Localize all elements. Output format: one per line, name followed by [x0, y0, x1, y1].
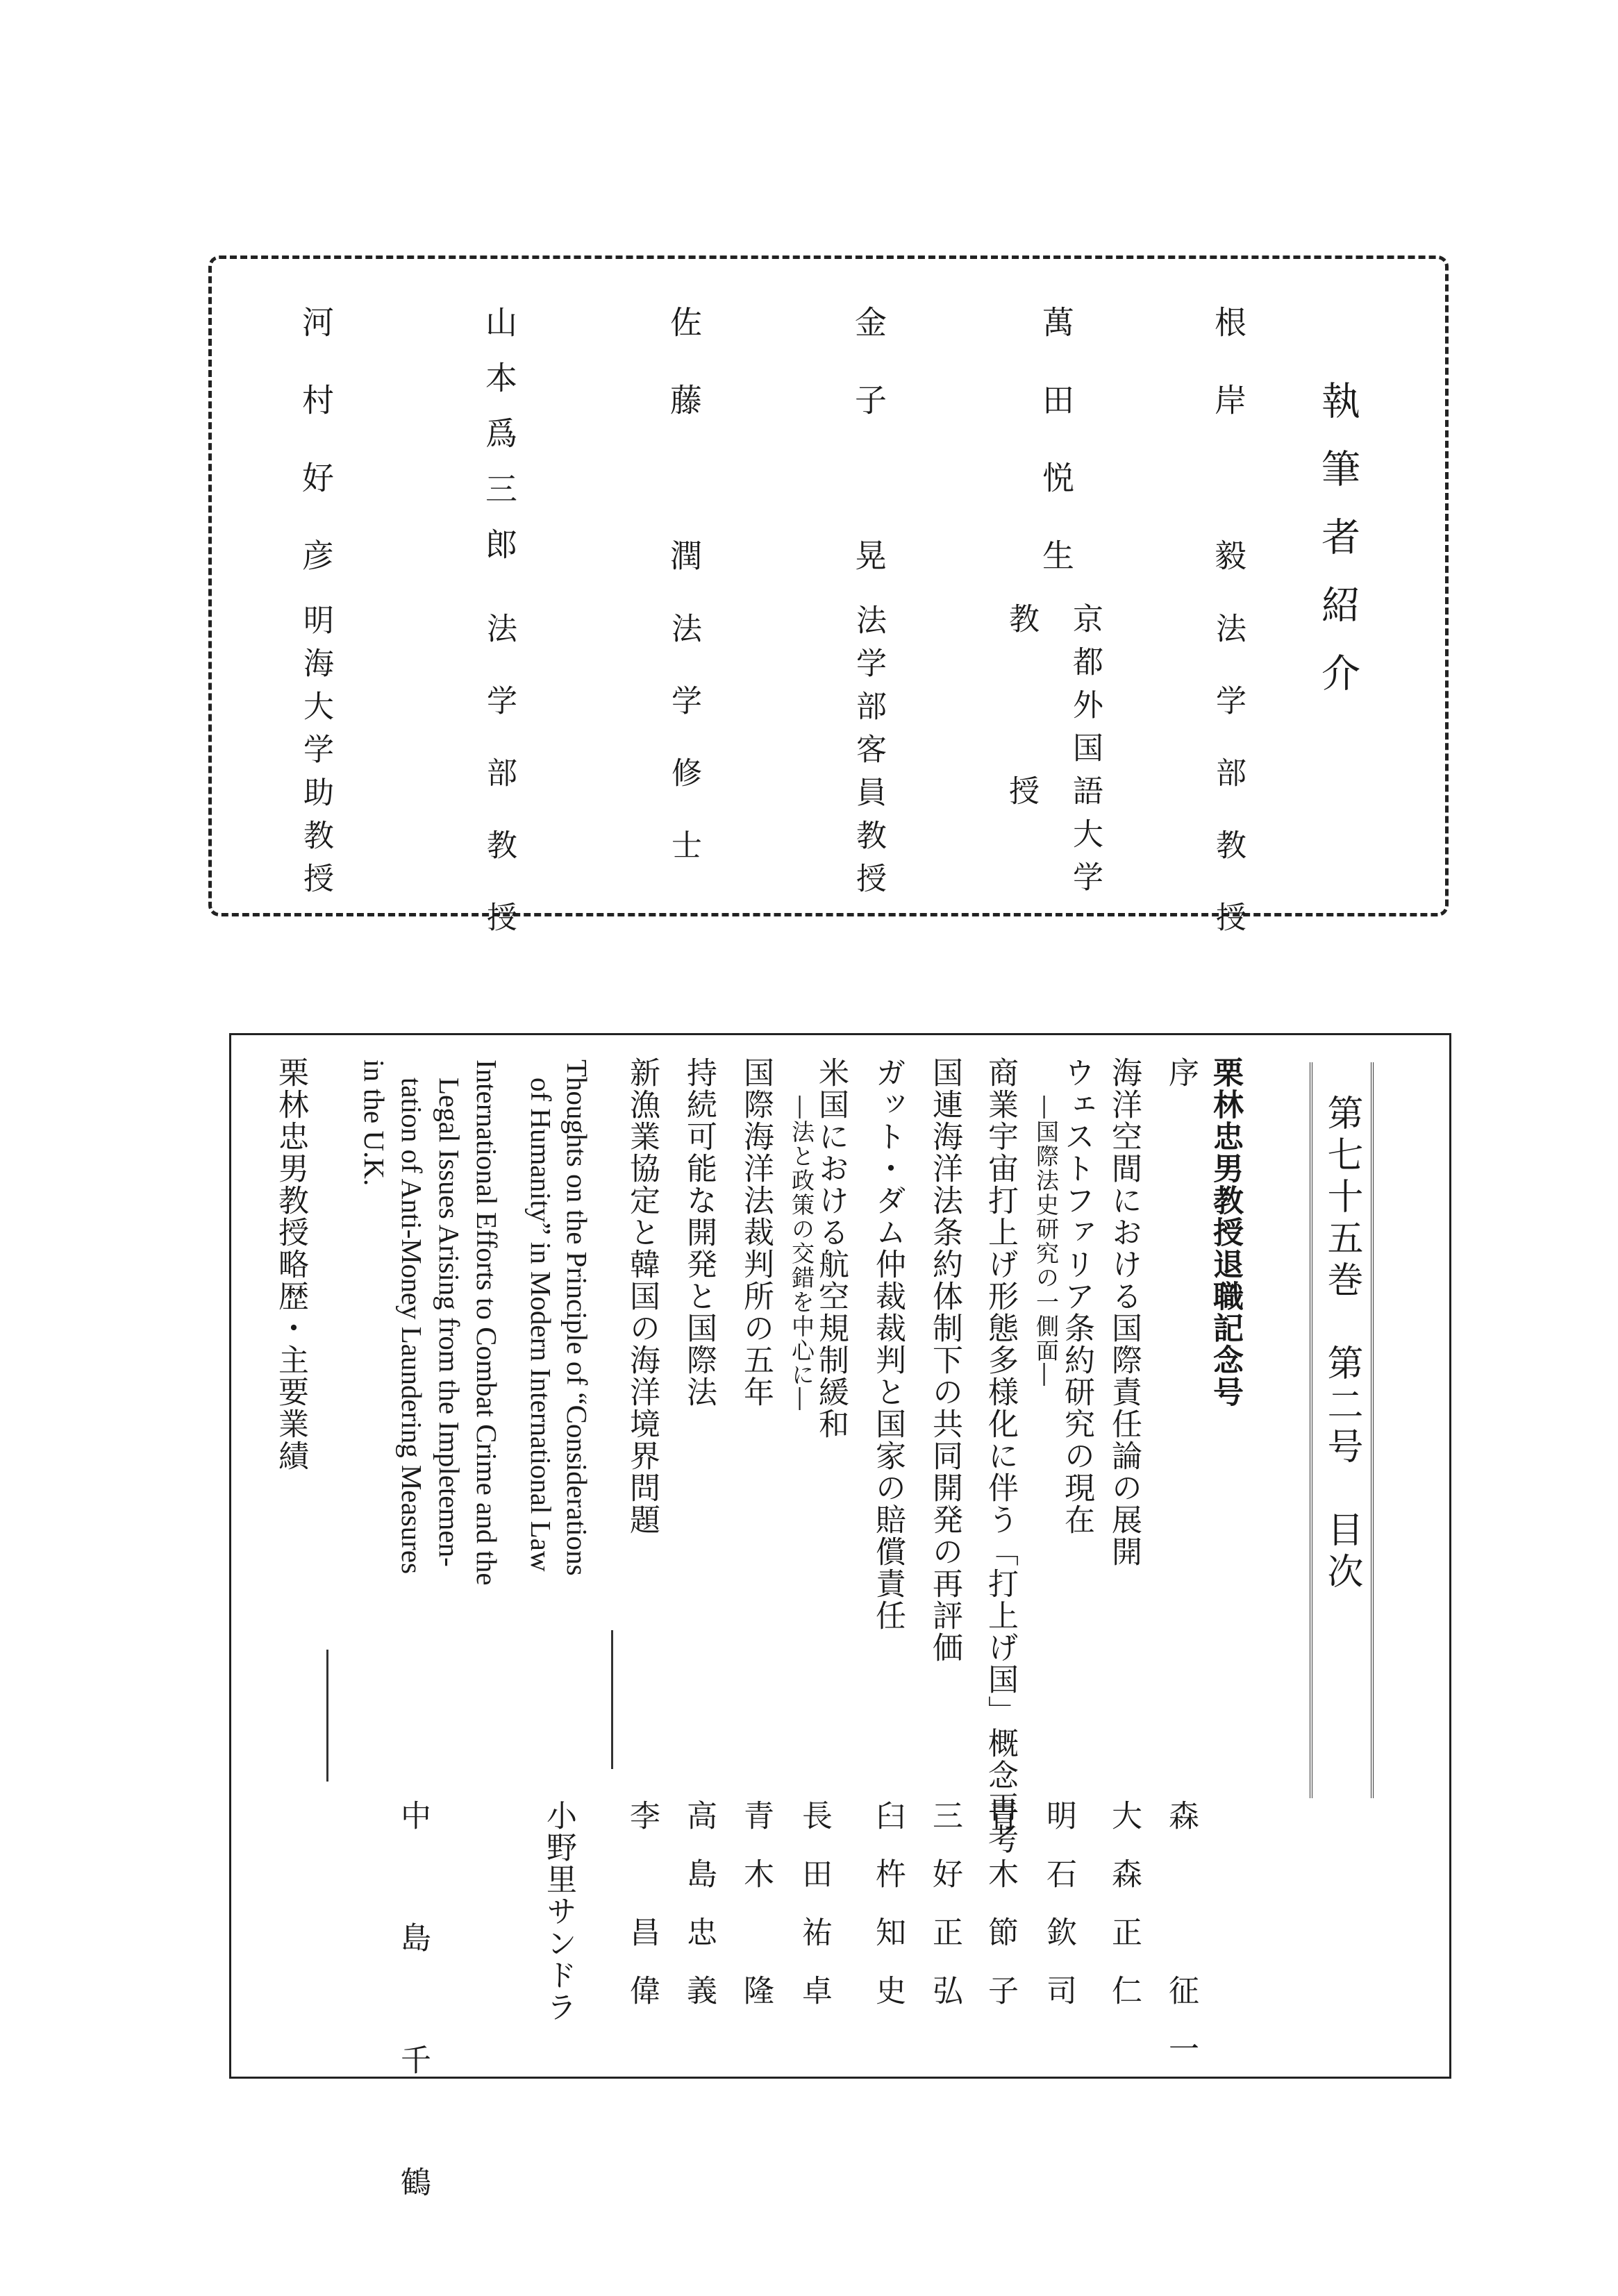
special-issue-title: 栗林忠男教授退職記念号: [1208, 1057, 1243, 1408]
author-name: 佐藤 潤: [665, 305, 703, 617]
toc-entry-author: 長田祐卓: [797, 1800, 832, 2033]
english-article-title: Thoughts on the Principle of “Considerations: [561, 1059, 593, 1576]
english-article-title: Legal Issues Arising from the Impletemen-: [433, 1078, 465, 1567]
toc-entry-title: 海洋空間における国際責任論の展開: [1106, 1057, 1142, 1568]
author-name: 金子 晃: [850, 305, 887, 617]
author-role: 法学修士: [666, 612, 701, 901]
toc-entry-title: 序: [1163, 1057, 1199, 1089]
toc-entry-title: 米国における航空規制緩和: [813, 1057, 849, 1440]
toc-entry-author: 李 昌偉: [624, 1800, 660, 2033]
toc-entry-subtitle: ―国際法史研究の一側面―: [1033, 1096, 1060, 1387]
author-name: 山本爲三郎: [481, 305, 518, 583]
toc-entry-author: 青木 隆: [738, 1800, 774, 2033]
author-name: 河村好彦: [297, 305, 335, 617]
section-separator: [326, 1650, 328, 1782]
volume-title: 第七十五巻 第二号 目次: [1321, 1094, 1362, 1594]
toc-entry-title: 国連海洋法条約体制下の共同開発の再評価: [927, 1057, 962, 1664]
toc-entry-author: 高島忠義: [681, 1800, 717, 2033]
toc-entry-subtitle: ―法と政策の交錯を中心に―: [788, 1096, 815, 1411]
volume-title-rule: [1371, 1062, 1374, 1798]
toc-entry-author: 臼杵知史: [870, 1800, 906, 2033]
appendix-title: 栗林忠男教授略歴・主要業績: [273, 1057, 308, 1472]
toc-entry-title: ガット・ダム仲裁裁判と国家の賠償責任: [870, 1057, 906, 1632]
toc-entry-author: 中 島 千 鶴: [395, 1800, 431, 2227]
toc-entry-author: 大森正仁: [1106, 1800, 1142, 2033]
author-role: 法学部教授: [1210, 612, 1246, 973]
english-article-title: International Efforts to Combat Crime and the: [471, 1059, 503, 1586]
toc-entry-author: 三好正弘: [927, 1800, 962, 2033]
english-article-title: tation of Anti-Money Laundering Measures: [396, 1078, 428, 1575]
toc-entry-title: 持続可能な開発と国際法: [681, 1057, 717, 1408]
author-role: 明海大学助教授: [298, 604, 333, 905]
english-article-title: in the U.K.: [358, 1059, 390, 1187]
author-name: 萬田悦生: [1037, 305, 1075, 617]
toc-entry-author: 小野里サンドラ: [541, 1800, 576, 2023]
section-separator: [611, 1630, 613, 1769]
volume-title-rule: [1310, 1062, 1312, 1798]
toc-entry-author: 明石欽司: [1041, 1800, 1076, 2033]
toc-entry-title: 商業宇宙打上げ形態多様化に伴う「打上げ国」概念再考: [983, 1057, 1018, 1855]
toc-entry-title: 新漁業協定と韓国の海洋境界問題: [624, 1057, 660, 1536]
author-role: 法学部教授: [481, 612, 517, 973]
authors-section-title: 執筆者紹介: [1315, 380, 1360, 721]
toc-entry-author: 森 征一: [1163, 1800, 1199, 2091]
author-role: 法学部客員教授: [851, 604, 886, 905]
toc-entry-title: 国際海洋法裁判所の五年: [738, 1057, 774, 1408]
author-name: 根岸 毅: [1210, 305, 1247, 617]
toc-entry-author: 青木節子: [983, 1800, 1018, 2033]
author-role: 京都外国語大学: [1067, 603, 1103, 904]
english-article-title: of Humanity” in Modern International Law: [525, 1078, 557, 1572]
author-role: 教 授: [1003, 603, 1039, 818]
toc-entry-title: ウェストファリア条約研究の現在: [1059, 1057, 1094, 1536]
authors-section-frame: [208, 255, 1449, 916]
